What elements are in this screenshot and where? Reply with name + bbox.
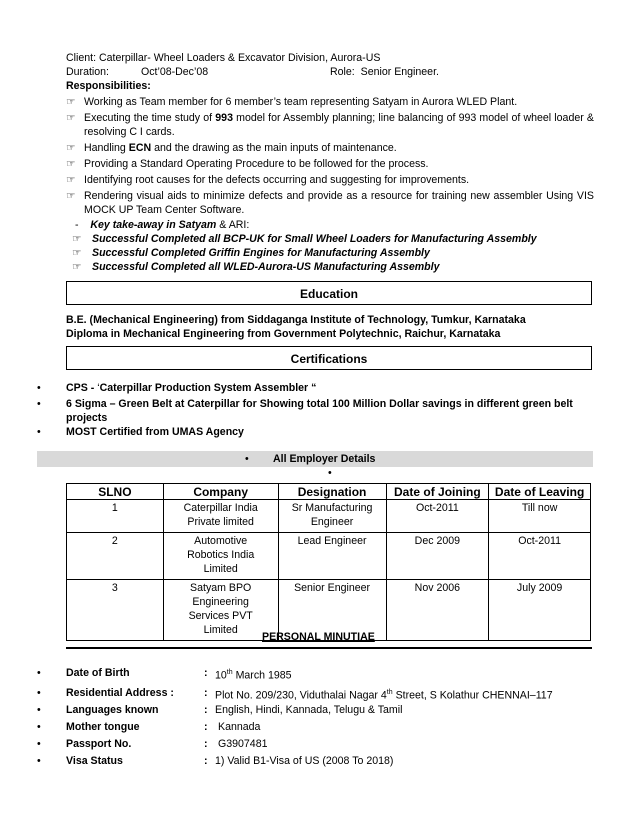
duration-label: Duration:: [66, 66, 109, 78]
table-header-row: [67, 484, 591, 500]
bullet-icon: •: [37, 721, 41, 733]
table-cell: 2: [67, 533, 164, 580]
pointing-hand-icon: ☞: [72, 233, 82, 245]
employer-details-title: All Employer Details: [273, 453, 376, 465]
achievement-item: ☞ Successful Completed Griffin Engines for Manufacturing Assembly: [72, 247, 430, 259]
table-cell: Nov 2006: [386, 580, 489, 641]
address-label: Residential Address :: [66, 687, 174, 699]
bullet-icon: •: [37, 398, 41, 410]
pointing-hand-icon: ☞: [66, 96, 76, 108]
pointing-hand-icon: ☞: [66, 112, 76, 124]
bullet-icon: •: [328, 467, 332, 479]
languages-value: English, Hindi, Kannada, Telugu & Tamil: [215, 704, 403, 716]
responsibility-item: [66, 141, 594, 155]
certification-item: MOST Certified from UMAS Agency: [66, 426, 244, 438]
colon: :: [204, 721, 208, 733]
key-takeaway-line: [75, 218, 249, 232]
bullet-icon: •: [37, 667, 41, 679]
personal-heading: PERSONAL MINUTIAE: [262, 631, 375, 643]
column-header: Date of Joining: [386, 484, 489, 500]
dob-label: Date of Birth: [66, 667, 130, 679]
responsibility-text: Identifying root causes for the defects occurring and suggesting for improvements.: [84, 174, 470, 186]
colon: :: [204, 704, 208, 716]
role-line: [330, 65, 439, 79]
pointing-hand-icon: ☞: [66, 174, 76, 186]
passport-value: G3907481: [218, 738, 268, 750]
colon: :: [204, 667, 208, 679]
responsibility-text: Providing a Standard Operating Procedure to be followed for the process.: [84, 158, 429, 170]
pointing-hand-icon: ☞: [66, 142, 76, 154]
pointing-hand-icon: ☞: [66, 190, 76, 202]
responsibility-text: Working as Team member for 6 member’s team representing Satyam in Aurora WLED Plant.: [84, 96, 518, 108]
table-cell: Caterpillar India Private limited: [163, 500, 278, 533]
role-label: Role:: [330, 66, 355, 78]
table-cell: Satyam BPO Engineering Services PVT Limited: [163, 580, 278, 641]
languages-label: Languages known: [66, 704, 159, 716]
key-takeaway-title: Key take-away in Satyam: [90, 219, 217, 231]
responsibility-text: Rendering visual aids to minimize defects and provide as a resource for training new assembler Using VIS MOCK UP Team Center Software.: [84, 190, 594, 216]
bullet-icon: •: [245, 453, 249, 465]
table-cell: Till now: [489, 500, 591, 533]
table-cell: Automotive Robotics India Limited: [163, 533, 278, 580]
table-cell: Lead Engineer: [278, 533, 386, 580]
role-value: Senior Engineer.: [360, 66, 439, 78]
mother-tongue-label: Mother tongue: [66, 721, 140, 733]
client-label: Client:: [66, 52, 97, 64]
column-header: SLNO: [67, 484, 164, 500]
certification-item: 6 Sigma – Green Belt at Caterpillar for Showing total 100 Million Dollar savings in different green belt projects: [66, 398, 573, 424]
bullet-icon: •: [37, 382, 41, 394]
employer-table: [66, 483, 591, 641]
personal-divider: [66, 647, 592, 649]
responsibility-text: Executing the time study of 993 model for Assembly planning; line balancing of 993 model of wheel loader & resolving C I cards.: [84, 112, 594, 138]
column-header: Company: [163, 484, 278, 500]
certifications-heading: Certifications: [66, 346, 592, 370]
table-cell: Oct-2011: [489, 533, 591, 580]
table-row: [67, 500, 591, 533]
responsibility-item: [66, 95, 594, 109]
education-heading: Education: [66, 281, 592, 305]
table-cell: 3: [67, 580, 164, 641]
achievement-item: ☞ Successful Completed all WLED-Aurora-US Manufacturing Assembly: [72, 261, 440, 273]
education-line: B.E. (Mechanical Engineering) from Siddaganga Institute of Technology, Tumkur, Karnataka: [66, 314, 526, 326]
passport-label: Passport No.: [66, 738, 132, 750]
bullet-icon: •: [37, 738, 41, 750]
bullet-icon: •: [37, 704, 41, 716]
table-cell: July 2009: [489, 580, 591, 641]
dash: -: [75, 219, 79, 231]
table-cell: Sr Manufacturing Engineer: [278, 500, 386, 533]
pointing-hand-icon: ☞: [66, 158, 76, 170]
bullet-icon: •: [37, 755, 41, 767]
colon: :: [204, 755, 208, 767]
bullet-icon: •: [37, 687, 41, 699]
table-row: [67, 533, 591, 580]
certification-item: CPS - ‘Caterpillar Production System Assembler “: [66, 382, 317, 394]
client-value: Caterpillar- Wheel Loaders & Excavator Division, Aurora-US: [98, 52, 381, 64]
column-header: Designation: [278, 484, 386, 500]
achievement-item: ☞ Successful Completed all BCP-UK for Small Wheel Loaders for Manufacturing Assembly: [72, 233, 537, 245]
responsibility-item: [66, 173, 594, 187]
responsibility-item: [66, 111, 594, 139]
pointing-hand-icon: ☞: [72, 261, 82, 273]
pointing-hand-icon: ☞: [72, 247, 82, 259]
table-cell: Senior Engineer: [278, 580, 386, 641]
key-takeaway-rest: & ARI:: [216, 219, 250, 231]
responsibility-item: [66, 157, 594, 171]
education-line: Diploma in Mechanical Engineering from Government Polytechnic, Raichur, Karnataka: [66, 328, 501, 340]
visa-label: Visa Status: [66, 755, 123, 767]
responsibilities-label: Responsibilities:: [66, 80, 151, 92]
bullet-icon: •: [37, 426, 41, 438]
responsibility-text: Handling ECN and the drawing as the main inputs of maintenance.: [84, 142, 397, 154]
dob-value: 10th March 1985: [215, 669, 292, 682]
colon: :: [204, 738, 208, 750]
responsibility-item: [66, 189, 594, 217]
visa-value: 1) Valid B1-Visa of US (2008 To 2018): [215, 755, 394, 767]
table-cell: Dec 2009: [386, 533, 489, 580]
table-cell: 1: [67, 500, 164, 533]
column-header: Date of Leaving: [489, 484, 591, 500]
client-line: [66, 51, 380, 65]
mother-tongue-value: Kannada: [218, 721, 261, 733]
table-cell: Oct-2011: [386, 500, 489, 533]
address-value: Plot No. 209/230, Viduthalai Nagar 4th Street, S Kolathur CHENNAI–117: [215, 689, 553, 702]
colon: :: [204, 687, 208, 699]
duration-value: Oct’08-Dec’08: [141, 66, 209, 78]
